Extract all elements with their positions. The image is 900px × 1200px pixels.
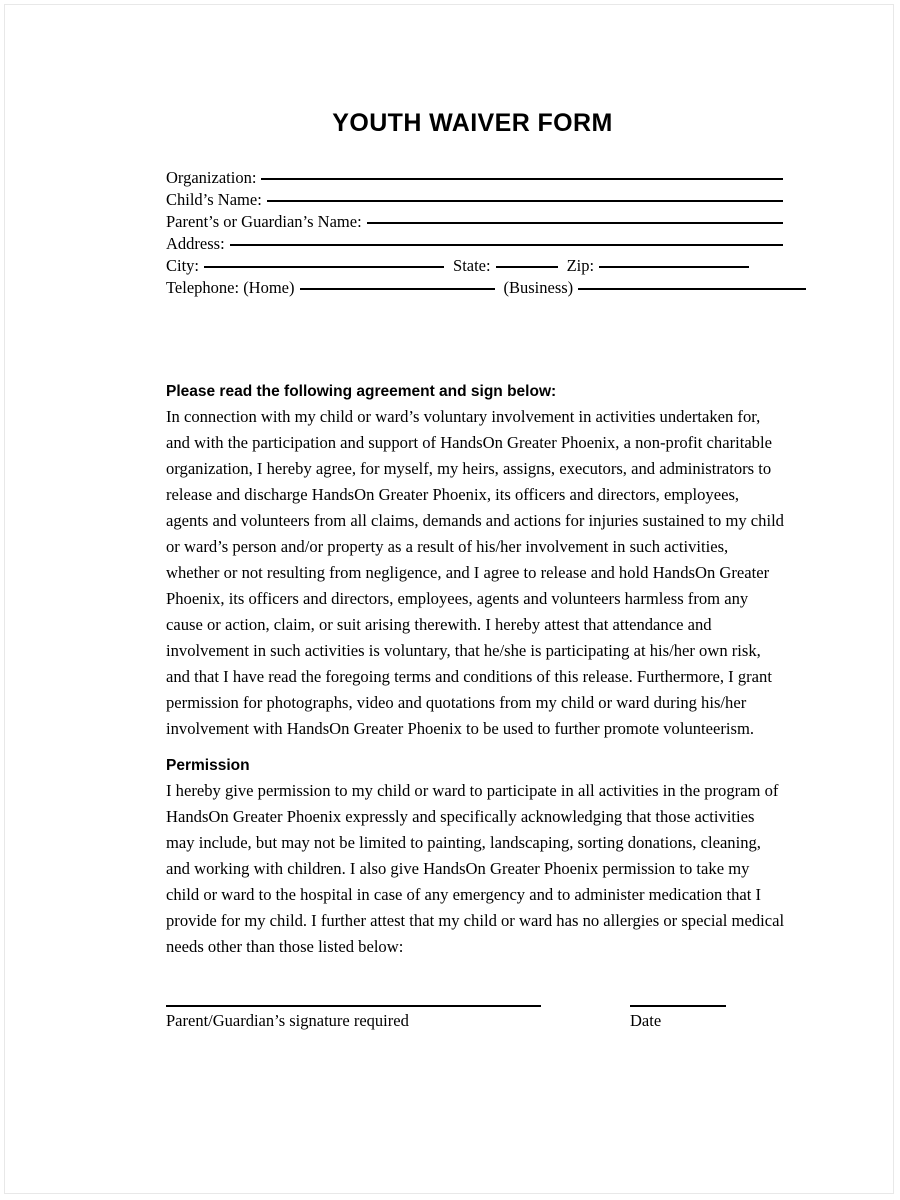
field-row-organization [166, 167, 783, 189]
page-title: YOUTH WAIVER FORM [332, 109, 613, 137]
field-row-city-state-zip [166, 255, 783, 277]
parent-guardian-name-label: Parent’s or Guardian’s Name: [166, 212, 362, 231]
field-row-address [166, 233, 783, 255]
field-row-telephone [166, 277, 783, 299]
telephone-home-label: Telephone: (Home) [166, 278, 295, 297]
signature-section [166, 1005, 785, 1032]
organization-label: Organization: [166, 168, 257, 187]
telephone-home-input[interactable] [300, 288, 495, 290]
date-caption: Date [630, 1011, 662, 1030]
telephone-business-input[interactable] [578, 288, 806, 290]
applicant-info-fieldset [166, 167, 783, 299]
permission-section [166, 755, 785, 960]
zip-input[interactable] [599, 266, 749, 268]
child-name-label: Child’s Name: [166, 190, 262, 209]
parent-guardian-name-input[interactable] [367, 222, 783, 224]
permission-heading: Permission [166, 757, 250, 774]
zip-label: Zip: [566, 256, 595, 275]
signature-captions [166, 1010, 785, 1032]
state-label: State: [453, 256, 491, 275]
city-input[interactable] [204, 266, 444, 268]
address-label: Address: [166, 234, 225, 253]
state-input[interactable] [496, 266, 558, 268]
agreement-section [166, 381, 785, 742]
address-input[interactable] [230, 244, 783, 246]
organization-input[interactable] [261, 178, 783, 180]
signature-caption: Parent/Guardian’s signature required [166, 1011, 409, 1030]
field-row-child-name [166, 189, 783, 211]
date-input[interactable] [630, 1005, 726, 1007]
permission-text: I hereby give permission to my child or ward to participate in all activities in the program of HandsOn Greater Phoenix expressly and specifically acknowledging that those activities may include, but may not be limited to painting, landscaping, sorting donations, cleaning, and working with children. I also give HandsOn Greater Phoenix permission to take my child or ward to the hospital in case of any emergency and to administer medication that I provide for my child. I further attest that my child or ward has no allergies or special medical needs other than those listed below: [166, 781, 785, 956]
child-name-input[interactable] [267, 200, 783, 202]
signature-input[interactable] [166, 1005, 541, 1007]
agreement-heading: Please read the following agreement and sign below: [166, 383, 557, 400]
document-page [4, 4, 894, 1194]
city-label: City: [166, 256, 200, 275]
telephone-business-label: (Business) [503, 278, 574, 297]
field-row-parent-guardian-name [166, 211, 783, 233]
agreement-text: In connection with my child or ward’s voluntary involvement in activities undertaken for, and with the participation and support of HandsOn Greater Phoenix, a non-profit charitable organization, I hereby agree, for myself, my heirs, assigns, executors, and administrators to release and discharge HandsOn Greater Phoenix, its officers and directors, employees, agents and volunteers from all claims, demands and actions for injuries sustained to my child or ward’s person and/or property as a result of his/her involvement in such activities, whether or not resulting from negligence, and I agree to release and hold HandsOn Greater Phoenix, its officers and directors, employees, agents and volunteers harmless from any cause or action, claim, or suit arising therewith. I hereby attest that attendance and involvement in such activities is voluntary, that he/she is participating at his/her own risk, and that I have read the foregoing terms and conditions of this release. Furthermore, I grant permission for photographs, video and quotations from my child or ward during his/her involvement with HandsOn Greater Phoenix to be used to further promote volunteerism. [166, 407, 784, 738]
signature-lines [166, 1005, 785, 1007]
